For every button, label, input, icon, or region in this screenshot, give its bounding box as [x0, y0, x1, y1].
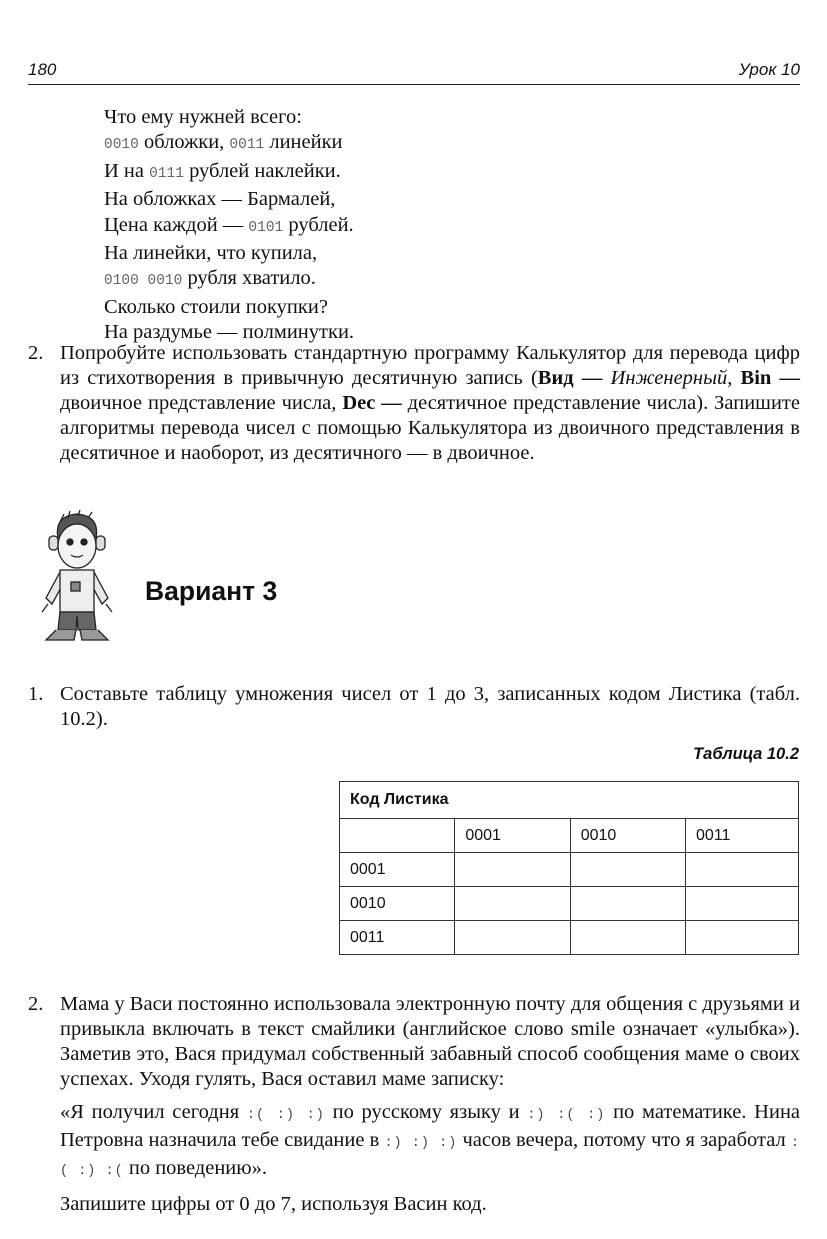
- poem: [104, 105, 354, 346]
- code-fragment: 0011: [229, 137, 265, 154]
- code-fragment: 0101: [248, 219, 284, 236]
- table-cell: 0011: [340, 921, 455, 955]
- poem-line: [104, 241, 354, 266]
- task-number: 1.: [28, 683, 44, 705]
- poem-line: [104, 295, 354, 320]
- poem-line: [104, 187, 354, 212]
- code-fragment: 0100 0010: [104, 273, 183, 290]
- text-fragment: Что ему нужней всего:: [104, 106, 302, 128]
- variant3-task-2: [28, 992, 800, 1217]
- code-fragment: :) :) :): [384, 1136, 458, 1151]
- vasya-note: [60, 1100, 800, 1184]
- table-row: [340, 887, 799, 921]
- text-fragment: рублей.: [283, 213, 354, 236]
- task-paragraph: Запишите цифры от 0 до 7, используя Васин код.: [60, 1193, 487, 1215]
- text-fragment: часов вечера, потому что я заработал: [457, 1129, 791, 1151]
- table-cell: [686, 921, 799, 955]
- table-cell: [455, 921, 570, 955]
- text-fragment: двоичное представление числа,: [60, 392, 343, 414]
- table-cell: [570, 921, 685, 955]
- text-fragment: «Я получил сегодня: [60, 1101, 247, 1123]
- text-fragment: Инженерный: [610, 367, 728, 389]
- table-cell: 0011: [686, 819, 799, 853]
- text-fragment: [602, 367, 610, 389]
- text-fragment: рублей наклейки.: [183, 159, 341, 182]
- text-fragment: по математике. Нина Петровна назначила тебе свидание в: [60, 1101, 801, 1151]
- text-fragment: Сколько стоили покупки?: [104, 295, 328, 318]
- poem-line: [104, 266, 354, 294]
- text-fragment: рубля хватило.: [182, 267, 316, 290]
- multiplication-table: [339, 781, 799, 955]
- table-cell: [455, 887, 570, 921]
- task-2: [28, 341, 800, 466]
- table-cell: 0001: [340, 853, 455, 887]
- page-number: 180: [28, 60, 57, 79]
- task-text: [60, 992, 800, 1217]
- table-cell: [570, 887, 685, 921]
- code-fragment: 0111: [149, 165, 184, 182]
- table-cell: 0001: [455, 819, 570, 853]
- table-cell: [340, 819, 455, 853]
- boy-mascot-image: [34, 508, 120, 650]
- text-fragment: Попробуйте использовать стандартную программу Калькулятор для перевода цифр из стихотворения в привычную десятичную запись (: [60, 342, 800, 389]
- text-fragment: И на: [104, 159, 150, 182]
- table-cell: [455, 853, 570, 887]
- poem-line: [104, 105, 354, 130]
- code-fragment: 0010: [104, 137, 139, 154]
- task-text: Составьте таблицу умножения чисел от 1 до 3, записанных кодом Листика (табл. 10.2).: [60, 683, 800, 730]
- task-paragraph: Мама у Васи постоянно использовала электронную почту для общения с друзьями и привыкла включать в текст смайлики (английское слово smile означает «улыбка»). Заметив это, Вася придумал собственный забавный способ сообщения маме о своих успехах. Уходя гулять, Вася оставил маме записку:: [60, 993, 800, 1090]
- variant3-task-1: [28, 682, 800, 732]
- task-number: 2.: [28, 342, 44, 364]
- table-cell: [686, 887, 799, 921]
- table-row: [340, 853, 799, 887]
- text-fragment: Bin —: [740, 367, 801, 389]
- text-fragment: Dec —: [342, 392, 402, 414]
- chapter-title: Урок 10: [738, 60, 800, 79]
- table-cell: [570, 853, 685, 887]
- table-header-row: [340, 819, 799, 853]
- variant-heading: Вариант 3: [145, 576, 278, 606]
- code-fragment: :( :) :): [246, 1108, 325, 1123]
- table-title: Код Листика: [340, 782, 799, 819]
- table-cell: 0010: [570, 819, 685, 853]
- task-text: [60, 341, 800, 466]
- text-fragment: На раздумье — полминутки.: [104, 321, 355, 344]
- table-row: [340, 921, 799, 955]
- text-fragment: обложки,: [138, 131, 230, 154]
- text-fragment: На линейки, что купила,: [104, 242, 318, 265]
- text-fragment: линейки: [264, 131, 343, 154]
- page-header: [28, 58, 800, 85]
- text-fragment: десятичное представление числа). Запишите алгоритмы перевода чисел с помощью Калькулятора из двоичного представления в десятичное и наоборот, из десятичного — в двоичное.: [60, 392, 800, 464]
- table-cell: [686, 853, 799, 887]
- code-fragment: :) :( :): [527, 1108, 606, 1123]
- text-fragment: по поведению».: [123, 1157, 267, 1179]
- code-fragment: :( :) :(: [60, 1136, 801, 1179]
- table-caption: Таблица 10.2: [693, 745, 799, 763]
- text-fragment: ,: [727, 367, 741, 389]
- task-number: 2.: [28, 993, 44, 1015]
- text-fragment: по русскому языку и: [324, 1101, 528, 1123]
- poem-line: [104, 130, 354, 158]
- text-fragment: На обложках — Бармалей,: [104, 188, 336, 211]
- text-fragment: Вид —: [537, 367, 603, 389]
- poem-line: [104, 213, 354, 241]
- text-fragment: Цена каждой —: [104, 213, 249, 236]
- table-cell: 0010: [340, 887, 455, 921]
- poem-line: [104, 159, 354, 187]
